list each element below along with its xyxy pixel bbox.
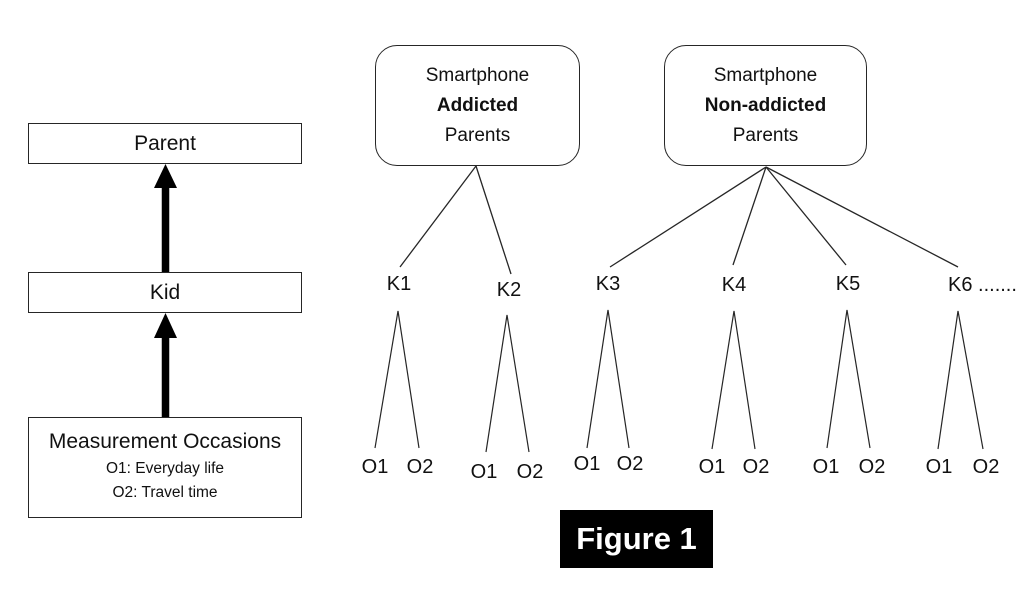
occasion-k6-o2: O2	[972, 456, 1000, 478]
occasion-k4-o1: O1	[698, 456, 726, 478]
edge-nonaddicted-to-k3	[610, 167, 766, 267]
occasion-k6-o1: O1	[925, 456, 953, 478]
kid-box-label: Kid	[149, 280, 181, 304]
kid-node-k2: K2	[496, 279, 522, 301]
edge-addicted-to-k2	[476, 166, 511, 274]
edge-nonaddicted-to-k4	[733, 167, 766, 265]
occasion-k2-o2: O2	[516, 461, 544, 483]
branch-k6-to-occasions	[938, 311, 983, 449]
addicted-parents-line2: Addicted	[436, 94, 519, 116]
non-addicted-parents-line3: Parents	[732, 124, 799, 146]
kid-node-k6: K6 .......	[948, 274, 1017, 296]
figure-label-text: Figure 1	[576, 521, 697, 556]
kid-node-k1: K1	[386, 273, 412, 295]
branch-k1-to-occasions	[375, 311, 419, 448]
parent-box	[28, 123, 302, 164]
occasion-k5-o1: O1	[812, 456, 840, 478]
addicted-parents-line1: Smartphone	[425, 64, 530, 86]
kid-node-k4: K4	[721, 274, 747, 296]
addicted-parents-line3: Parents	[444, 124, 511, 146]
arrow-measurement-to-kid-head	[154, 313, 177, 338]
edge-addicted-to-k1	[400, 166, 476, 267]
branch-k3-to-occasions	[587, 310, 629, 448]
edge-nonaddicted-to-k6	[766, 167, 958, 267]
non-addicted-parents-line2: Non-addicted	[704, 94, 827, 116]
occasion-k3-o2: O2	[616, 453, 644, 475]
occasion-k1-o2: O2	[406, 456, 434, 478]
measurement-box-line2: O2: Travel time	[112, 484, 218, 501]
measurement-box-line1: O1: Everyday life	[105, 460, 225, 477]
edge-nonaddicted-to-k5	[766, 167, 846, 265]
branch-k2-to-occasions	[486, 315, 529, 452]
non-addicted-parents-box	[664, 45, 867, 166]
measurement-box-title: Measurement Occasions	[48, 430, 282, 453]
branch-k4-to-occasions	[712, 311, 755, 449]
figure-label-box	[560, 510, 713, 568]
measurement-occasions-box	[28, 417, 302, 518]
branch-k5-to-occasions	[827, 310, 870, 448]
occasion-k4-o2: O2	[742, 456, 770, 478]
occasion-k2-o1: O1	[470, 461, 498, 483]
occasion-k5-o2: O2	[858, 456, 886, 478]
kid-node-k3: K3	[595, 273, 621, 295]
parent-box-label: Parent	[134, 131, 196, 155]
non-addicted-parents-line1: Smartphone	[713, 64, 818, 86]
kid-node-k5: K5	[835, 273, 861, 295]
kid-box	[28, 272, 302, 313]
addicted-parents-box	[375, 45, 580, 166]
arrow-kid-to-parent-head	[154, 164, 177, 188]
occasion-k1-o1: O1	[361, 456, 389, 478]
occasion-k3-o1: O1	[573, 453, 601, 475]
